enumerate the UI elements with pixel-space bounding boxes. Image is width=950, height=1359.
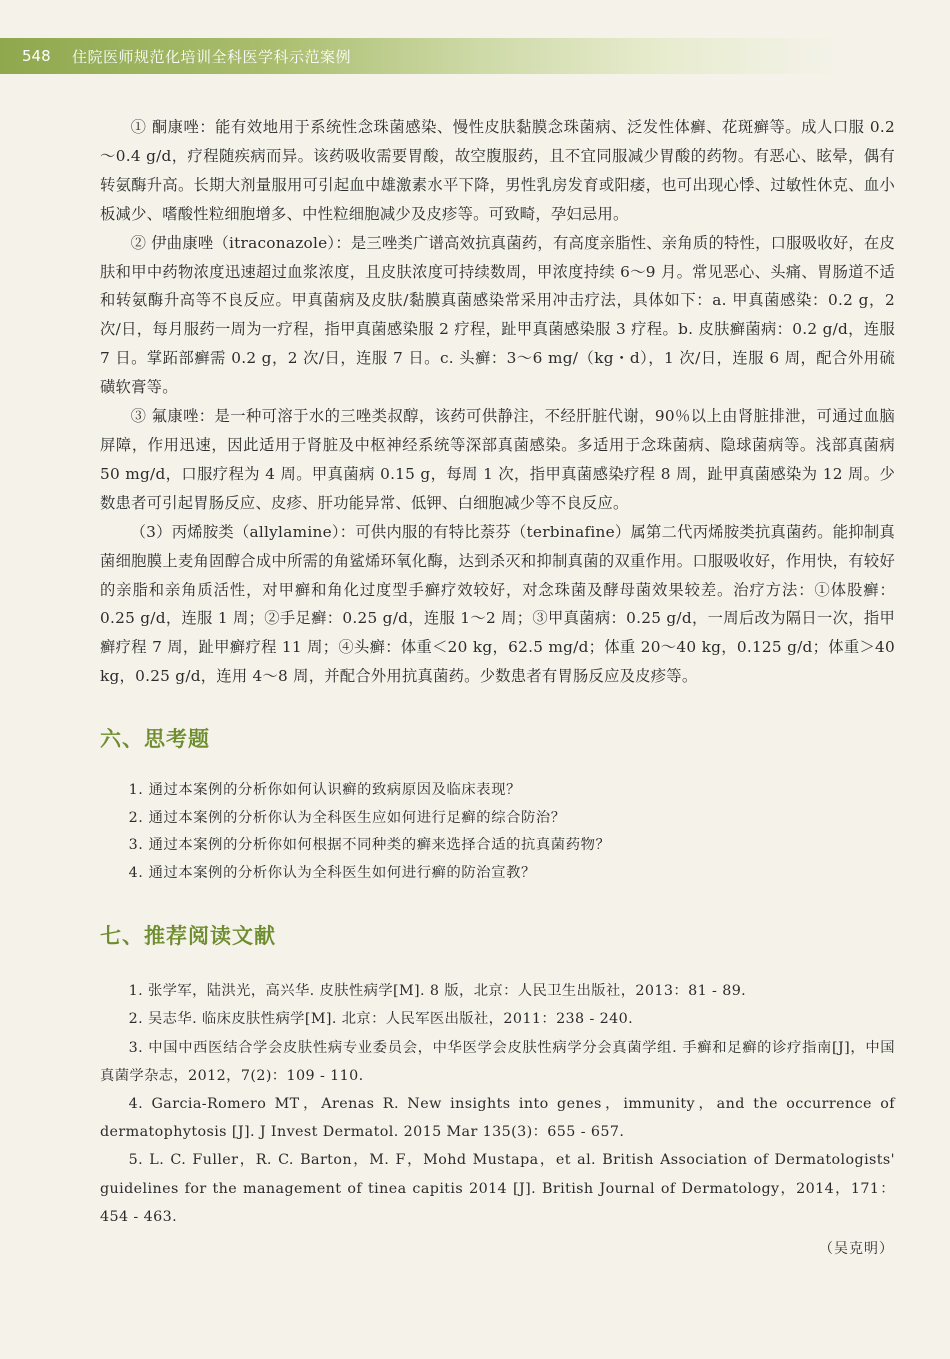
author-signature: （吴克明） [819,1241,894,1257]
reference-item: 3. 中国中西医结合学会皮肤性病专业委员会，中华医学会皮肤性病学分会真菌学组. 手癣和足癣的诊疗指南[J]，中国真菌学杂志，2012，7(2)：109 - 110. [100,1039,895,1084]
question-item: 4. 通过本案例的分析你认为全科医生如何进行癣的防治宣教？ [128,864,536,881]
question-item: 2. 通过本案例的分析你认为全科医生应如何进行足癣的综合防治？ [128,809,566,826]
paragraph-itraconazole: ② 伊曲康唑（itraconazole）：是三唑类广谱高效抗真菌药，有高度亲脂性、亲角质的特性，口服吸收好，在皮肤和甲中药物浓度迅速超过血浆浓度，且皮肤浓度可持续数周，甲浓度持续 6～9 月。常见恶心、头痛、胃肠道不适和转氨酶升高等不良反应。甲真菌病及皮肤/黏膜真菌感染常采用冲击疗法，具体如下：a. 甲真菌感染：0.2 g，2 次/日，每月服药一周为一疗程，指甲真菌感染服 2 疗程，趾甲真菌感染服 3 疗程。b. 皮肤癣菌病：0.2 g/d，连服 7 日。掌跖部癣需 0.2 g，2 次/日，连服 7 日。c. 头癣：3～6 mg/（kg・d），1 次/日，连服 6 周，配合外用硫磺软膏等。 [100,233,896,397]
running-header [0,38,950,74]
question-list [100,777,895,887]
book-title: 住院医师规范化培训全科医学科示范案例 [72,48,352,66]
paragraph-fluconazole: ③ 氟康唑：是一种可溶于水的三唑类叔醇，该药可供静注，不经肝脏代谢，90％以上由肾脏排泄，可通过血脑屏障，作用迅速，因此适用于肾脏及中枢神经系统等深部真菌感染。多适用于念珠菌病、隐球菌病等。浅部真菌病 50 mg/d，口服疗程为 4 周。甲真菌病 0.15 g，每周 1 次，指甲真菌感染疗程 8 周，趾甲真菌感染为 12 周。少数患者可引起胃肠反应、皮疹、肝功能异常、低钾、白细胞减少等不良反应。 [100,407,895,512]
question-item: 3. 通过本案例的分析你如何根据不同种类的癣来选择合适的抗真菌药物？ [128,837,611,854]
section-title-questions: 六、思考题 [100,727,210,752]
page-number: 548 [22,47,51,65]
reference-item: 5. L. C. Fuller，R. C. Barton，M. F，Mohd Mustapa，et al. British Association of Dermatologists' guidelines for the management of tinea capitis 2014 [J]. British Journal of Dermatology，2014，171：454 - 463. [100,1152,895,1225]
section-title-reading: 七、推荐阅读文献 [100,924,276,949]
paragraph-allylamine: （3）丙烯胺类（allylamine）：可供内服的有特比萘芬（terbinafine）属第二代丙烯胺类抗真菌药。能抑制真菌细胞膜上麦角固醇合成中所需的角鲨烯环氧化酶，达到杀灭和抑制真菌的双重作用。口服吸收好，作用快，有较好的亲脂和亲角质活性，对甲癣和角化过度型手癣疗效较好，对念珠菌及酵母菌效果较差。治疗方法：①体股癣：0.25 g/d，连服 1 周；②手足癣：0.25 g/d，连服 1～2 周；③甲真菌病：0.25 g/d，一周后改为隔日一次，指甲癣疗程 7 周，趾甲癣疗程 11 周；④头癣：体重＜20 kg，62.5 mg/d；体重 20～40 kg，0.125 g/d；体重＞40 kg，0.25 g/d，连用 4～8 周，并配合外用抗真菌药。少数患者有胃肠反应及皮疹等。 [100,522,895,686]
question-item: 1. 通过本案例的分析你如何认识癣的致病原因及临床表现？ [128,782,521,799]
reference-list [100,977,895,1231]
reference-item: 2. 吴志华. 临床皮肤性病学[M]. 北京：人民军医出版社，2011：238 - 240. [128,1011,634,1028]
page-body [100,113,895,1231]
reference-item: 1. 张学军，陆洪光，高兴华. 皮肤性病学[M]. 8 版，北京：人民卫生出版社，2013：81 - 89. [128,983,747,1000]
reference-item: 4. Garcia-Romero MT，Arenas R. New insights into genes，immunity，and the occurrence of dermatophytosis [J]. J Invest Dermatol. 2015 Mar 135(3)：655 - 657. [100,1095,895,1141]
paragraph-ketoconazole: ① 酮康唑：能有效地用于系统性念珠菌感染、慢性皮肤黏膜念珠菌病、泛发性体癣、花斑癣等。成人口服 0.2～0.4 g/d，疗程随疾病而异。该药吸收需要胃酸，故空腹服药，且不宜同服减少胃酸的药物。有恶心、眩晕，偶有转氨酶升高。长期大剂量服用可引起血中雄激素水平下降，男性乳房发育或阳痿，也可出现心悸、过敏性休克、血小板减少、嗜酸性粒细胞增多、中性粒细胞减少及皮疹等。可致畸，孕妇忌用。 [100,118,895,223]
